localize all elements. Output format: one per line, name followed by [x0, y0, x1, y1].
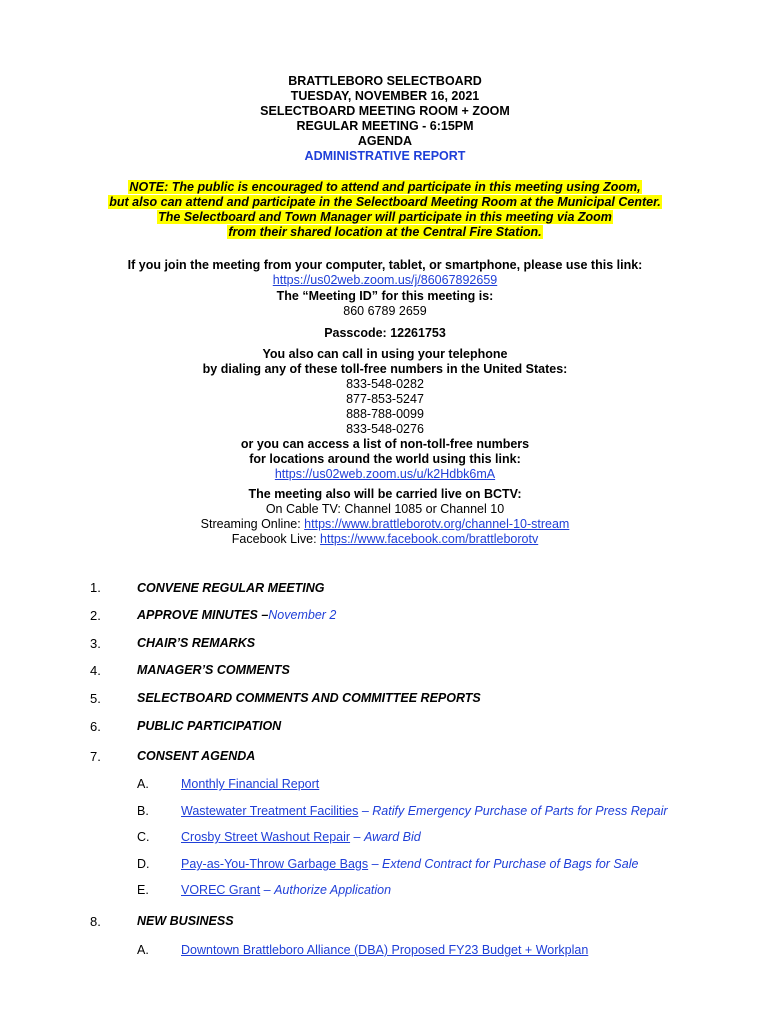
nontoll-text: for locations around the world using this link:: [249, 452, 521, 466]
item-title: CONSENT AGENDA: [137, 749, 256, 763]
streaming-link[interactable]: https://www.brattleborotv.org/channel-10-stream: [304, 517, 570, 531]
phone-number: 877-853-5247: [346, 392, 424, 406]
consent-desc: Award Bid: [363, 830, 421, 844]
facebook-link[interactable]: https://www.facebook.com/brattleborotv: [320, 532, 539, 546]
item-title: CHAIR’S REMARKS: [137, 636, 256, 650]
item-number: 4.: [90, 663, 101, 678]
sub-item-letter: D.: [137, 857, 150, 871]
phone-number: 888-788-0099: [346, 407, 424, 421]
sub-item-letter: E.: [137, 883, 149, 897]
item-number: 5.: [90, 691, 101, 706]
note-line: NOTE: The public is encouraged to attend and participate in this meeting using Zoom,: [129, 180, 641, 194]
phone-intro: by dialing any of these toll-free numbers in the United States:: [202, 362, 568, 376]
phone-number: 833-548-0276: [346, 422, 424, 436]
sub-item-letter: A.: [137, 943, 149, 957]
dash: –: [350, 830, 364, 844]
note-line: The Selectboard and Town Manager will participate in this meeting via Zoom: [158, 210, 612, 224]
phone-number: 833-548-0282: [346, 377, 424, 391]
meeting-date: TUESDAY, NOVEMBER 16, 2021: [290, 89, 480, 103]
passcode: Passcode: 12261753: [324, 326, 446, 340]
agenda-title: AGENDA: [357, 134, 413, 148]
note-line: from their shared location at the Central Fire Station.: [228, 225, 542, 239]
item-number: 7.: [90, 749, 101, 764]
item-title: CONVENE REGULAR MEETING: [137, 581, 325, 595]
item-title: PUBLIC PARTICIPATION: [137, 719, 282, 733]
dash: –: [358, 804, 373, 818]
nontoll-link[interactable]: https://us02web.zoom.us/u/k2Hdbk6mA: [274, 467, 496, 481]
item-number: 8.: [90, 914, 101, 929]
item-title: [137, 608, 336, 622]
consent-link[interactable]: Crosby Street Washout Repair: [181, 830, 351, 844]
consent-item: [181, 804, 668, 818]
consent-desc: Authorize Application: [274, 883, 392, 897]
consent-item: [181, 857, 638, 871]
bctv-facebook: [0, 532, 770, 547]
meeting-type: REGULAR MEETING - 6:15PM: [296, 119, 474, 133]
new-business-item: [181, 943, 588, 957]
item-number: 1.: [90, 580, 101, 595]
item-title-text: APPROVE MINUTES –: [137, 608, 269, 622]
org-title: BRATTLEBORO SELECTBOARD: [288, 74, 482, 88]
zoom-intro: If you join the meeting from your computer, tablet, or smartphone, please use this link:: [127, 258, 643, 272]
bctv-streaming: [0, 517, 770, 532]
meeting-id-label: The “Meeting ID” for this meeting is:: [276, 289, 494, 303]
bctv-intro: The meeting also will be carried live on BCTV:: [248, 487, 522, 501]
streaming-label: Streaming Online:: [200, 517, 305, 531]
facebook-label: Facebook Live:: [231, 532, 321, 546]
consent-desc: Ratify Emergency Purchase of Parts for Press Repair: [372, 804, 668, 818]
bctv-cable: On Cable TV: Channel 1085 or Channel 10: [265, 502, 505, 516]
item-title: MANAGER’S COMMENTS: [137, 663, 290, 677]
meeting-id: 860 6789 2659: [343, 304, 427, 318]
consent-item: [181, 883, 391, 897]
consent-item: [181, 830, 421, 844]
minutes-date[interactable]: November 2: [268, 608, 337, 622]
sub-item-letter: C.: [137, 830, 150, 844]
note-line: but also can attend and participate in the Selectboard Meeting Room at the Municipal Center.: [109, 195, 661, 209]
item-number: 2.: [90, 608, 101, 623]
new-business-link[interactable]: Downtown Brattleboro Alliance (DBA) Proposed FY23 Budget + Workplan: [181, 943, 589, 957]
item-number: 6.: [90, 719, 101, 734]
consent-desc: Extend Contract for Purchase of Bags for Sale: [382, 857, 639, 871]
item-number: 3.: [90, 636, 101, 651]
phone-intro: You also can call in using your telephone: [262, 347, 508, 361]
public-note: [0, 180, 770, 240]
header-block: [0, 74, 770, 164]
nontoll-text: or you can access a list of non-toll-free numbers: [240, 437, 530, 451]
zoom-info: [0, 258, 770, 547]
meeting-location: SELECTBOARD MEETING ROOM + ZOOM: [260, 104, 510, 118]
item-title: SELECTBOARD COMMENTS AND COMMITTEE REPORTS: [137, 691, 481, 705]
zoom-link[interactable]: https://us02web.zoom.us/j/86067892659: [272, 273, 498, 287]
sub-item-letter: B.: [137, 804, 149, 818]
consent-link[interactable]: VOREC Grant: [181, 883, 261, 897]
consent-link[interactable]: Wastewater Treatment Facilities: [181, 804, 359, 818]
consent-link[interactable]: Monthly Financial Report: [181, 777, 320, 791]
item-title: NEW BUSINESS: [137, 914, 234, 928]
sub-item-letter: A.: [137, 777, 149, 791]
consent-link[interactable]: Pay-as-You-Throw Garbage Bags: [181, 857, 369, 871]
dash: –: [368, 857, 383, 871]
consent-item: [181, 777, 319, 791]
dash: –: [260, 883, 275, 897]
admin-report-title: ADMINISTRATIVE REPORT: [304, 149, 466, 163]
